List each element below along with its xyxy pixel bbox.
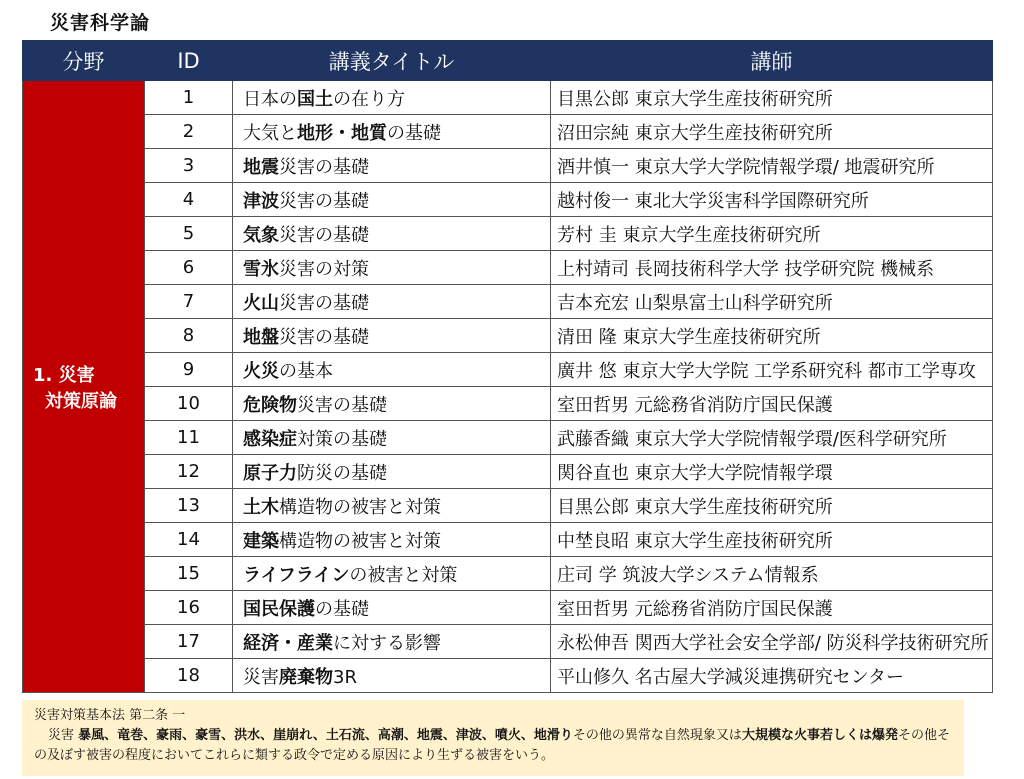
course-title (233, 251, 551, 285)
course-id: 1 (145, 81, 233, 115)
course-title (233, 421, 551, 455)
course-title-text: 構造物の被害と対策 (279, 496, 441, 518)
course-title-text: 構造物の被害と対策 (279, 530, 441, 552)
table-row (23, 115, 993, 149)
course-title-emphasis: 土木 (243, 496, 279, 518)
header-field: 分野 (23, 41, 145, 81)
law-body-emphasis: 暴風、竜巻、豪雨、豪雪、洪水、崖崩れ、土石流、高潮、地震、津波、噴火、地滑り (78, 728, 573, 743)
course-id: 11 (145, 421, 233, 455)
course-title (233, 489, 551, 523)
course-title-emphasis: 国土 (297, 88, 333, 110)
course-id: 7 (145, 285, 233, 319)
course-table-body (23, 81, 993, 693)
course-title-text: に対する影響 (333, 632, 441, 654)
course-title (233, 387, 551, 421)
table-row (23, 455, 993, 489)
course-table (22, 40, 993, 693)
course-title-emphasis: 廃棄物 (279, 666, 333, 688)
course-title (233, 353, 551, 387)
course-lecturer: 廣井 悠 東京大学大学院 工学系研究科 都市工学専攻 (551, 353, 993, 387)
course-id: 9 (145, 353, 233, 387)
header-title: 講義タイトル (233, 41, 551, 81)
course-id: 17 (145, 625, 233, 659)
law-body-emphasis: 大規模な火事若しくは爆発 (741, 728, 898, 743)
course-title (233, 319, 551, 353)
law-note-box (22, 700, 964, 776)
course-lecturer: 越村俊一 東北大学災害科学国際研究所 (551, 183, 993, 217)
table-row (23, 81, 993, 115)
course-lecturer: 目黒公郎 東京大学生産技術研究所 (551, 489, 993, 523)
course-title-text: 災害の基礎 (279, 224, 369, 246)
course-lecturer: 中埜良昭 東京大学生産技術研究所 (551, 523, 993, 557)
course-title (233, 455, 551, 489)
course-title (233, 591, 551, 625)
course-title (233, 625, 551, 659)
course-title (233, 557, 551, 591)
course-title-emphasis: 感染症 (243, 428, 297, 450)
course-lecturer: 吉本充宏 山梨県富士山科学研究所 (551, 285, 993, 319)
table-row (23, 251, 993, 285)
field-label-line2: 対策原論 (45, 390, 117, 412)
table-row (23, 285, 993, 319)
course-title-text: 災害の基礎 (297, 394, 387, 416)
course-id: 18 (145, 659, 233, 693)
header-lecturer: 講師 (551, 41, 993, 81)
course-title-text: 災害の基礎 (279, 292, 369, 314)
course-lecturer: 清田 隆 東京大学生産技術研究所 (551, 319, 993, 353)
table-row (23, 421, 993, 455)
table-row (23, 489, 993, 523)
course-title-emphasis: ライフライン (243, 564, 350, 586)
course-title (233, 81, 551, 115)
course-lecturer: 関谷直也 東京大学大学院情報学環 (551, 455, 993, 489)
course-title-text: の基本 (279, 360, 333, 382)
course-title (233, 285, 551, 319)
course-title (233, 149, 551, 183)
course-title-text: の基礎 (315, 598, 369, 620)
course-title-emphasis: 危険物 (243, 394, 297, 416)
course-title-text: 大気と (243, 122, 297, 144)
course-id: 10 (145, 387, 233, 421)
course-lecturer: 室田哲男 元総務省消防庁国民保護 (551, 591, 993, 625)
course-lecturer: 永松伸吾 関西大学社会安全学部/ 防災科学技術研究所 (551, 625, 993, 659)
table-row (23, 149, 993, 183)
course-id: 5 (145, 217, 233, 251)
course-title-text: 防災の基礎 (297, 462, 387, 484)
course-title-text: 3R (333, 666, 357, 688)
course-title-text: の在り方 (333, 88, 405, 110)
course-title (233, 217, 551, 251)
field-cell (23, 81, 145, 693)
course-id: 6 (145, 251, 233, 285)
course-title-text: 災害の対策 (279, 258, 369, 280)
course-title-emphasis: 雪氷 (243, 258, 279, 280)
course-title-emphasis: 火山 (243, 292, 279, 314)
course-lecturer: 平山修久 名古屋大学減災連携研究センター (551, 659, 993, 693)
course-title-text: の被害と対策 (349, 564, 458, 586)
table-row (23, 659, 993, 693)
course-title (233, 659, 551, 693)
course-title-emphasis: 国民保護 (243, 598, 315, 620)
course-lecturer: 室田哲男 元総務省消防庁国民保護 (551, 387, 993, 421)
course-title-text: 対策の基礎 (297, 428, 387, 450)
course-id: 13 (145, 489, 233, 523)
header-id: ID (145, 41, 233, 81)
course-title-emphasis: 経済・産業 (243, 632, 333, 654)
course-title (233, 183, 551, 217)
table-row (23, 319, 993, 353)
law-body-text: 災害 (48, 728, 79, 743)
course-lecturer: 酒井慎一 東京大学大学院情報学環/ 地震研究所 (551, 149, 993, 183)
course-id: 8 (145, 319, 233, 353)
course-title-emphasis: 地震 (243, 156, 279, 178)
table-row (23, 217, 993, 251)
course-id: 3 (145, 149, 233, 183)
course-id: 12 (145, 455, 233, 489)
course-id: 4 (145, 183, 233, 217)
table-row (23, 353, 993, 387)
course-id: 15 (145, 557, 233, 591)
law-body-text: その他その及ぼす被害の程度においてこれらに類する政令で定める原因により生ずる被害をいう。 (34, 728, 950, 763)
course-lecturer: 庄司 学 筑波大学システム情報系 (551, 557, 993, 591)
table-row (23, 387, 993, 421)
course-title-emphasis: 地盤 (243, 326, 279, 348)
course-title-emphasis: 地形・地質 (297, 122, 387, 144)
course-title-text: 災害の基礎 (279, 156, 369, 178)
field-label-line1: 1. 災害 (33, 364, 95, 386)
course-title-text: の基礎 (387, 122, 441, 144)
course-title-text: 日本の (243, 88, 297, 110)
table-row (23, 523, 993, 557)
course-title-emphasis: 建築 (243, 530, 279, 552)
course-id: 16 (145, 591, 233, 625)
course-title-text: 災害 (243, 666, 279, 688)
course-title-emphasis: 津波 (243, 190, 279, 212)
course-lecturer: 沼田宗純 東京大学生産技術研究所 (551, 115, 993, 149)
course-lecturer: 武藤香織 東京大学大学院情報学環/医科学研究所 (551, 421, 993, 455)
course-lecturer: 上村靖司 長岡技術科学大学 技学研究院 機械系 (551, 251, 993, 285)
course-title-emphasis: 原子力 (243, 462, 297, 484)
table-row (23, 183, 993, 217)
table-row (23, 557, 993, 591)
course-title-text: 災害の基礎 (279, 190, 369, 212)
course-id: 14 (145, 523, 233, 557)
table-header-row (23, 41, 993, 81)
course-id: 2 (145, 115, 233, 149)
table-row (23, 591, 993, 625)
law-body (34, 726, 954, 766)
law-body-text: その他の異常な自然現象又は (572, 728, 742, 743)
course-title-emphasis: 気象 (243, 224, 279, 246)
course-title (233, 523, 551, 557)
course-title-text: 災害の基礎 (279, 326, 369, 348)
law-heading: 災害対策基本法 第二条 一 (34, 708, 186, 723)
course-title (233, 115, 551, 149)
course-lecturer: 芳村 圭 東京大学生産技術研究所 (551, 217, 993, 251)
course-lecturer: 目黒公郎 東京大学生産技術研究所 (551, 81, 993, 115)
table-row (23, 625, 993, 659)
course-title-emphasis: 火災 (243, 360, 279, 382)
page-title: 災害科学論 (50, 12, 151, 34)
